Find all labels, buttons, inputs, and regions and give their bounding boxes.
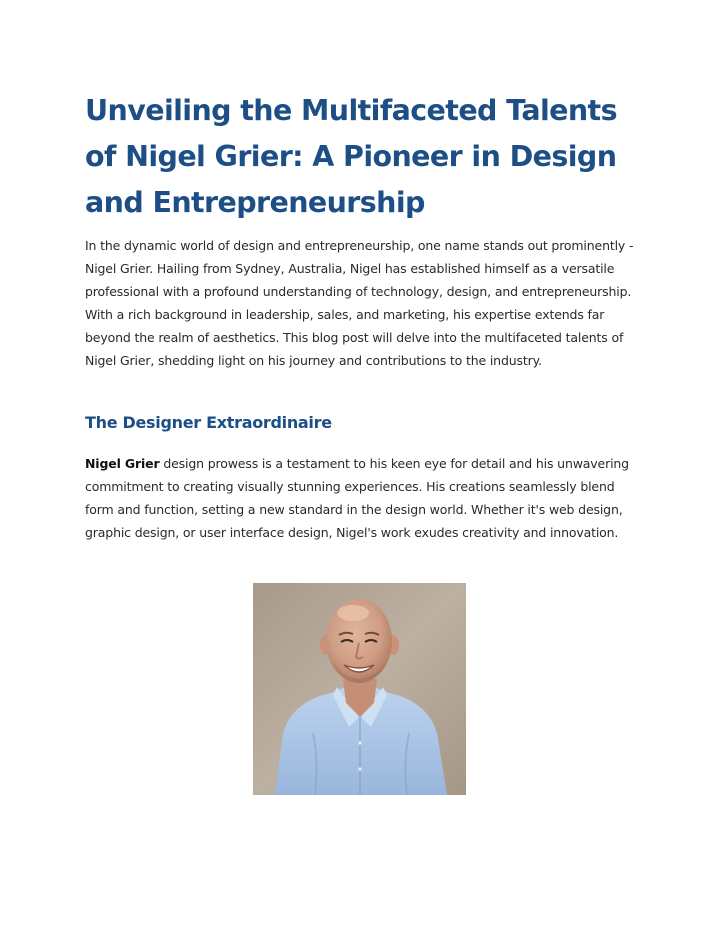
- section-lead-name: Nigel Grier: [85, 456, 160, 471]
- page-title: Unveiling the Multifaceted Talents of Nigel Grier: A Pioneer in Design and Entrepreneurship: [85, 94, 617, 219]
- section-body-text: design prowess is a testament to his keen eye for detail and his unwavering commitment to creating visually stunning experiences. His creations seamlessly blend form and function, setting a new standard in the design world. Whether it's web design, graphic design, or user interface design, Nigel's work exudes creativity and innovation.: [85, 456, 629, 540]
- portrait-photo: [253, 583, 466, 795]
- section-heading: The Designer Extraordinaire: [85, 413, 332, 432]
- intro-paragraph: In the dynamic world of design and entrepreneurship, one name stands out prominently - Nigel Grier. Hailing from Sydney, Australia, Nigel has established himself as a versatile professional with a profound understanding of technology, design, and entrepreneurship. With a rich background in leadership, sales, and marketing, his expertise extends far beyond the realm of aesthetics. This blog post will delve into the multifaceted talents of Nigel Grier, shedding light on his journey and contributions to the industry.: [85, 238, 634, 368]
- section-paragraph: [85, 452, 645, 544]
